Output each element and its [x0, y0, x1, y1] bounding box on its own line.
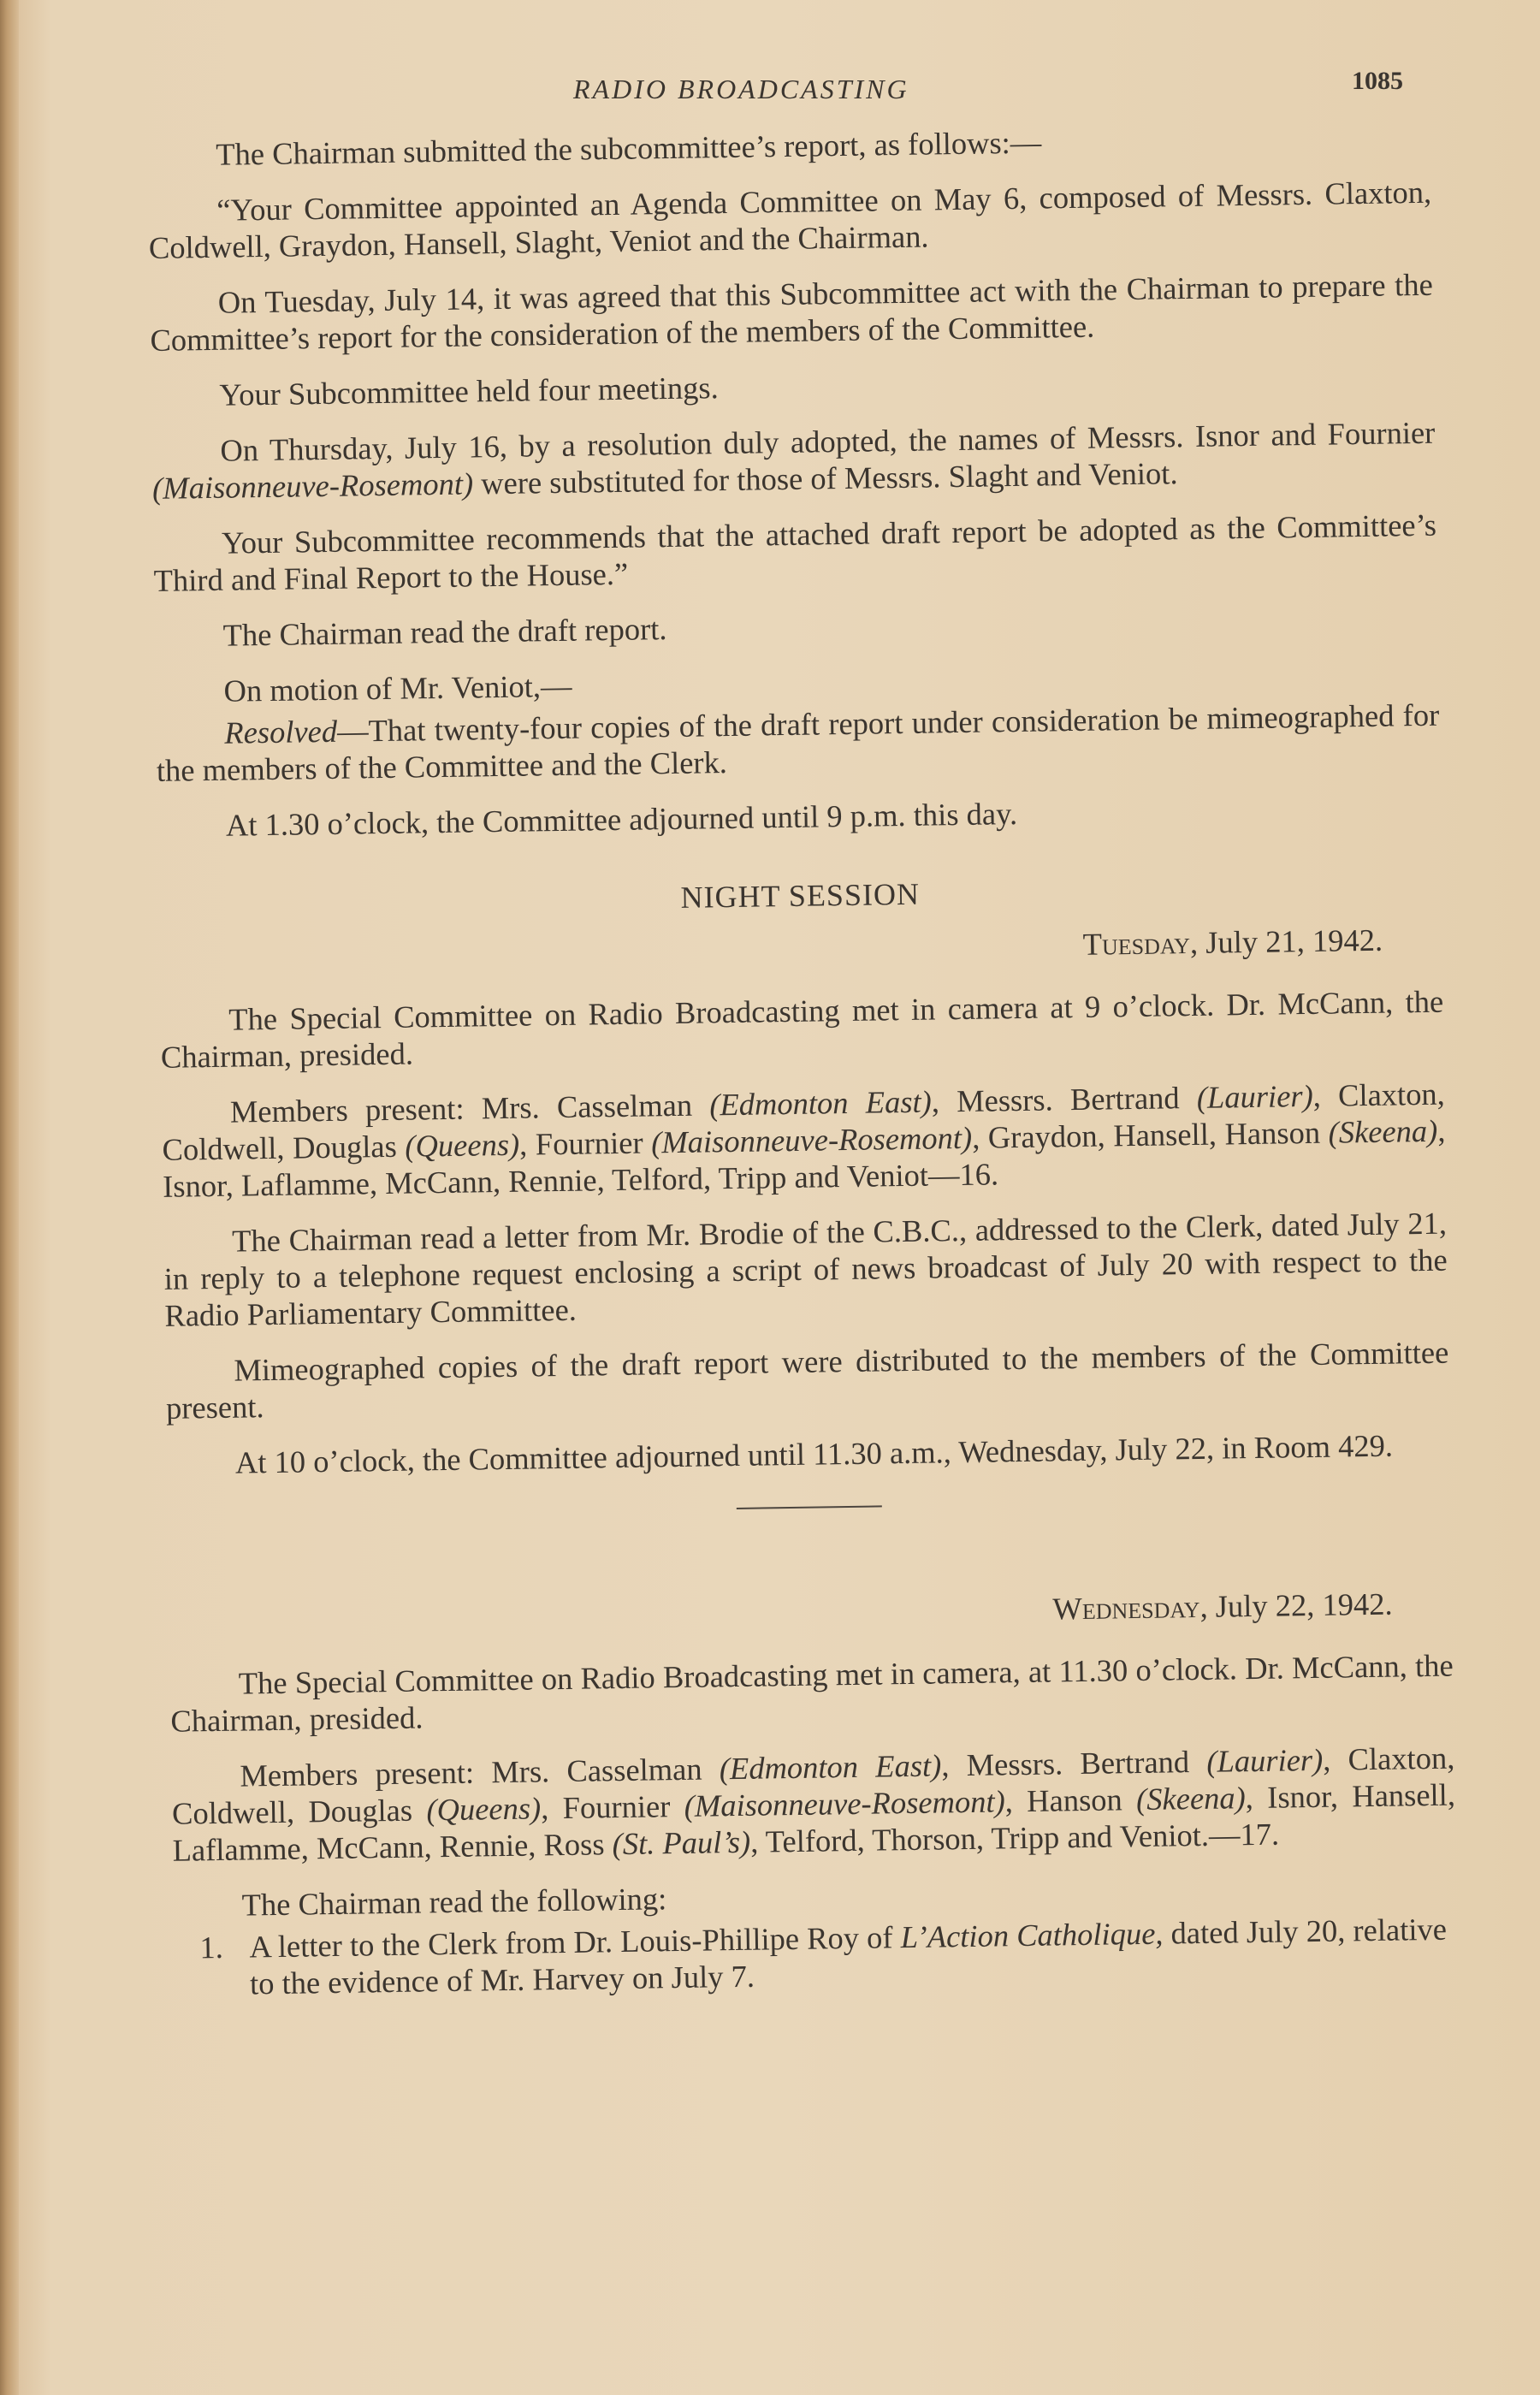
paragraph: The Special Committee on Radio Broadcasting met in camera, at 11.30 o’clock. Dr. McCann, the Chairman, presided.	[170, 1647, 1454, 1739]
item-number: 1.	[199, 1929, 224, 1965]
running-header	[0, 67, 1540, 110]
riding-name: (Edmonton East)	[719, 1747, 942, 1787]
weekday: Tuesday	[1082, 925, 1191, 962]
riding-name: (Queens)	[405, 1126, 520, 1164]
paragraph	[151, 414, 1436, 507]
resolution	[156, 697, 1440, 789]
resolved-label: Resolved	[224, 713, 338, 750]
riding-name: (Maisonneuve-Rosemont)	[151, 465, 474, 506]
riding-name: (Queens)	[426, 1790, 542, 1828]
text-run: Members present: Mrs. Casselman	[240, 1751, 720, 1793]
riding-name: (Skeena)	[1135, 1780, 1247, 1817]
text-run: , Fournier	[518, 1124, 652, 1162]
text-run: , Claxton, Coldwell, Douglas	[162, 1076, 1446, 1167]
dateline	[159, 921, 1442, 976]
paragraph: “Your Committee appointed an Agenda Committee on May 6, composed of Messrs. Claxton, Coldwell, Graydon, Hansell, Slaght, Veniot and the Chairman.	[148, 174, 1432, 265]
text-run: , Messrs. Bertrand	[940, 1743, 1207, 1783]
resolution-text: —That twenty-four copies of the draft report under consideration be mimeographed for the members of the Committee and the Clerk.	[156, 697, 1440, 788]
page-number: 1085	[1352, 67, 1403, 95]
text-run: , Hanson	[1004, 1781, 1137, 1819]
members-present	[171, 1740, 1456, 1869]
numbered-item	[174, 1911, 1458, 2003]
riding-name: (Maisonneuve-Rosemont)	[684, 1783, 1006, 1823]
text-run: dated July 20, relative to the evidence of Mr. Harvey on July 7.	[249, 1911, 1448, 2001]
paragraph: On Tuesday, July 14, it was agreed that this Subcommittee act with the Chairman to prepare the Committee’s report for the consideration of the members of the Committee.	[150, 266, 1434, 358]
text-run: On Thursday, July 16, by a resolution duly adopted, the names of Messrs. Isnor and Fournier	[220, 414, 1436, 468]
text-run: , Claxton, Coldwell, Douglas	[171, 1740, 1455, 1831]
weekday: Wednesday	[1052, 1588, 1200, 1627]
paragraph: The Chairman read the draft report.	[222, 611, 667, 653]
date: , July 21, 1942.	[1189, 922, 1383, 961]
text-run: , Graydon, Hansell, Hanson	[971, 1114, 1329, 1155]
riding-name: (Laurier)	[1206, 1741, 1324, 1779]
text-run: A letter to the Clerk from Dr. Louis-Phillipe Roy of	[249, 1919, 901, 1965]
dateline	[169, 1585, 1452, 1640]
section-heading: NIGHT SESSION	[680, 876, 921, 915]
paragraph: At 1.30 o’clock, the Committee adjourned until 9 p.m. this day.	[225, 796, 1018, 843]
members-present	[162, 1076, 1447, 1205]
paragraph: On motion of Mr. Veniot,—	[223, 667, 572, 708]
text-run: , Isnor, Laflamme, McCann, Rennie, Telford, Tripp and Veniot—16.	[162, 1112, 1446, 1204]
text-run: , Isnor, Hansell, Laflamme, McCann, Rennie, Ross	[172, 1776, 1456, 1868]
text-run: , Fournier	[540, 1787, 685, 1826]
paragraph: Mimeographed copies of the draft report were distributed to the members of the Committee present.	[165, 1334, 1449, 1426]
item-text	[249, 1911, 1458, 2002]
text-run: , Messrs. Bertrand	[931, 1079, 1198, 1119]
riding-name: (St. Paul’s)	[612, 1823, 751, 1862]
publication-name: L’Action Catholique,	[900, 1915, 1164, 1955]
riding-name: (Laurier)	[1196, 1077, 1313, 1115]
date: , July 22, 1942.	[1199, 1586, 1393, 1624]
paragraph: At 10 o’clock, the Committee adjourned until 11.30 a.m., Wednesday, July 22, in Room 429.	[234, 1427, 1394, 1480]
paragraph: Your Subcommittee recommends that the attached draft report be adopted as the Committee’s Third and Final Report to the House.”	[153, 507, 1437, 598]
riding-name: (Edmonton East)	[708, 1083, 933, 1123]
paragraph: The Special Committee on Radio Broadcasting met in camera at 9 o’clock. Dr. McCann, the Chairman, presided.	[160, 983, 1444, 1075]
text-run: were substituted for those of Messrs. Slaght and Veniot.	[472, 455, 1178, 501]
section-divider	[737, 1505, 882, 1509]
page-binding-edge	[0, 0, 19, 2395]
paragraph: The Chairman read the following:	[241, 1881, 667, 1923]
paragraph: The Chairman read a letter from Mr. Brodie of the C.B.C., addressed to the Clerk, dated July 21, in reply to a telephone request enclosing a script of news broadcast of July 20 with respect to the Radio Parliamentary Committee.	[163, 1205, 1448, 1333]
riding-name: (Maisonneuve-Rosemont)	[650, 1119, 973, 1160]
text-run: , Telford, Thorson, Tripp and Veniot.—17.	[749, 1816, 1280, 1859]
body-text	[147, 118, 1458, 2003]
paragraph: The Chairman submitted the subcommittee’s report, as follows:—	[216, 124, 1042, 172]
text-run: Members present: Mrs. Casselman	[229, 1087, 710, 1129]
running-title: RADIO BROADCASTING	[573, 74, 909, 104]
paragraph: Your Subcommittee held four meetings.	[219, 370, 719, 412]
riding-name: (Skeena)	[1328, 1112, 1438, 1150]
